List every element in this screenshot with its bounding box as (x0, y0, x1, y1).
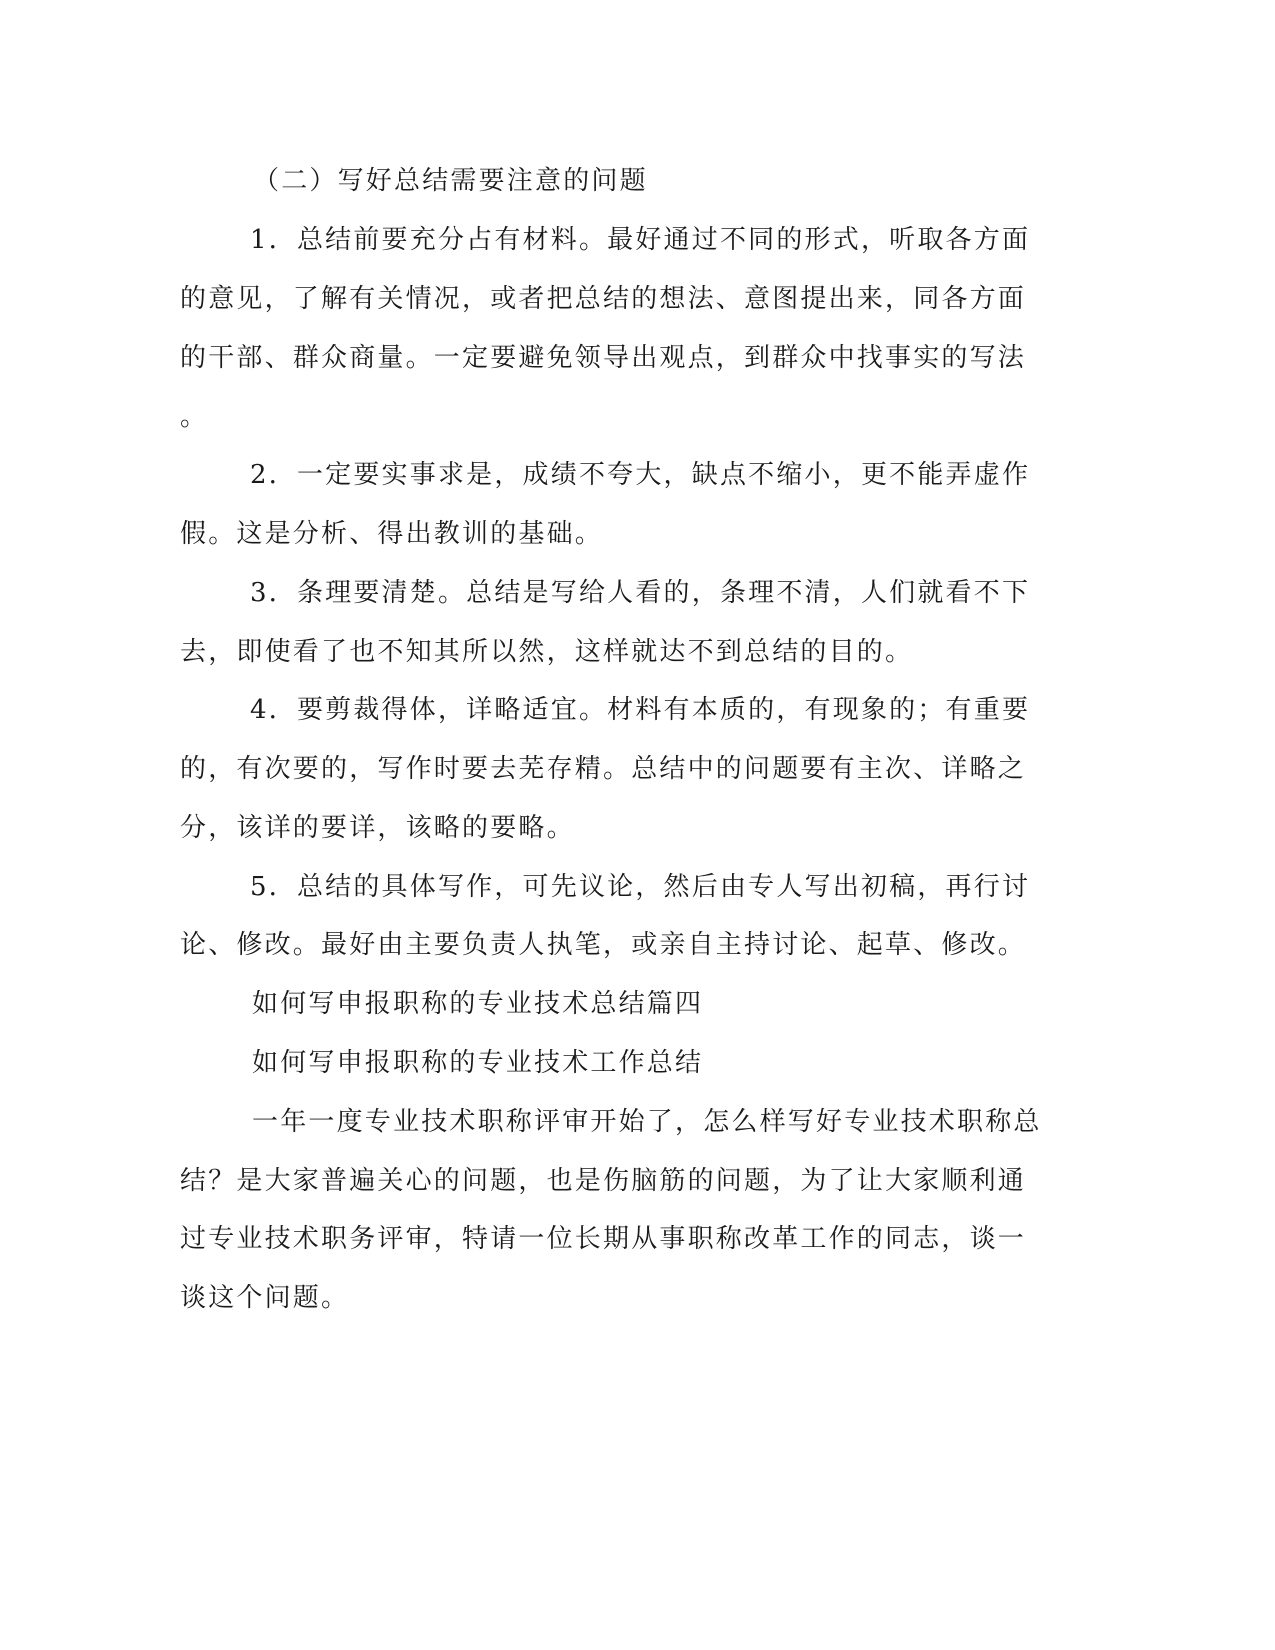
item-3-line-1: 3．条理要清楚。总结是写给人看的，条理不清，人们就看不下 (250, 578, 1031, 608)
item-2-line-2: 假。这是分析、得出教训的基础。 (180, 519, 604, 549)
item-1-line-1: 1．总结前要充分占有材料。最好通过不同的形式，听取各方面 (250, 225, 1031, 255)
item-4-line-3: 分，该详的要详，该略的要略。 (180, 813, 575, 843)
item-1-line-4: 。 (180, 402, 209, 432)
item-5-line-2: 论、修改。最好由主要负责人执笔，或亲自主持讨论、起草、修改。 (180, 930, 1027, 960)
section-heading: （二）写好总结需要注意的问题 (253, 166, 648, 196)
item-1-line-3: 的干部、群众商量。一定要避免领导出观点，到群众中找事实的写法 (180, 343, 1027, 373)
intro-line-2: 结？是大家普遍关心的问题，也是伤脑筋的问题，为了让大家顺利通 (180, 1166, 1027, 1196)
intro-line-3: 过专业技术职务评审，特请一位长期从事职称改革工作的同志，谈一 (180, 1224, 1027, 1254)
item-4-line-1: 4．要剪裁得体，详略适宜。材料有本质的，有现象的；有重要 (250, 695, 1031, 725)
subtitle: 如何写申报职称的专业技术工作总结 (252, 1048, 704, 1078)
item-1-line-2: 的意见，了解有关情况，或者把总结的想法、意图提出来，同各方面 (180, 284, 1027, 314)
intro-line-4: 谈这个问题。 (180, 1283, 350, 1313)
intro-line-1: 一年一度专业技术职称评审开始了，怎么样写好专业技术职称总 (252, 1107, 1042, 1137)
chapter-title: 如何写申报职称的专业技术总结篇四 (252, 989, 704, 1019)
item-3-line-2: 去，即使看了也不知其所以然，这样就达不到总结的目的。 (180, 637, 914, 667)
item-5-line-1: 5．总结的具体写作，可先议论，然后由专人写出初稿，再行讨 (250, 872, 1031, 902)
item-4-line-2: 的，有次要的，写作时要去芜存精。总结中的问题要有主次、详略之 (180, 754, 1027, 784)
item-2-line-1: 2．一定要实事求是，成绩不夸大，缺点不缩小，更不能弄虚作 (250, 460, 1031, 490)
